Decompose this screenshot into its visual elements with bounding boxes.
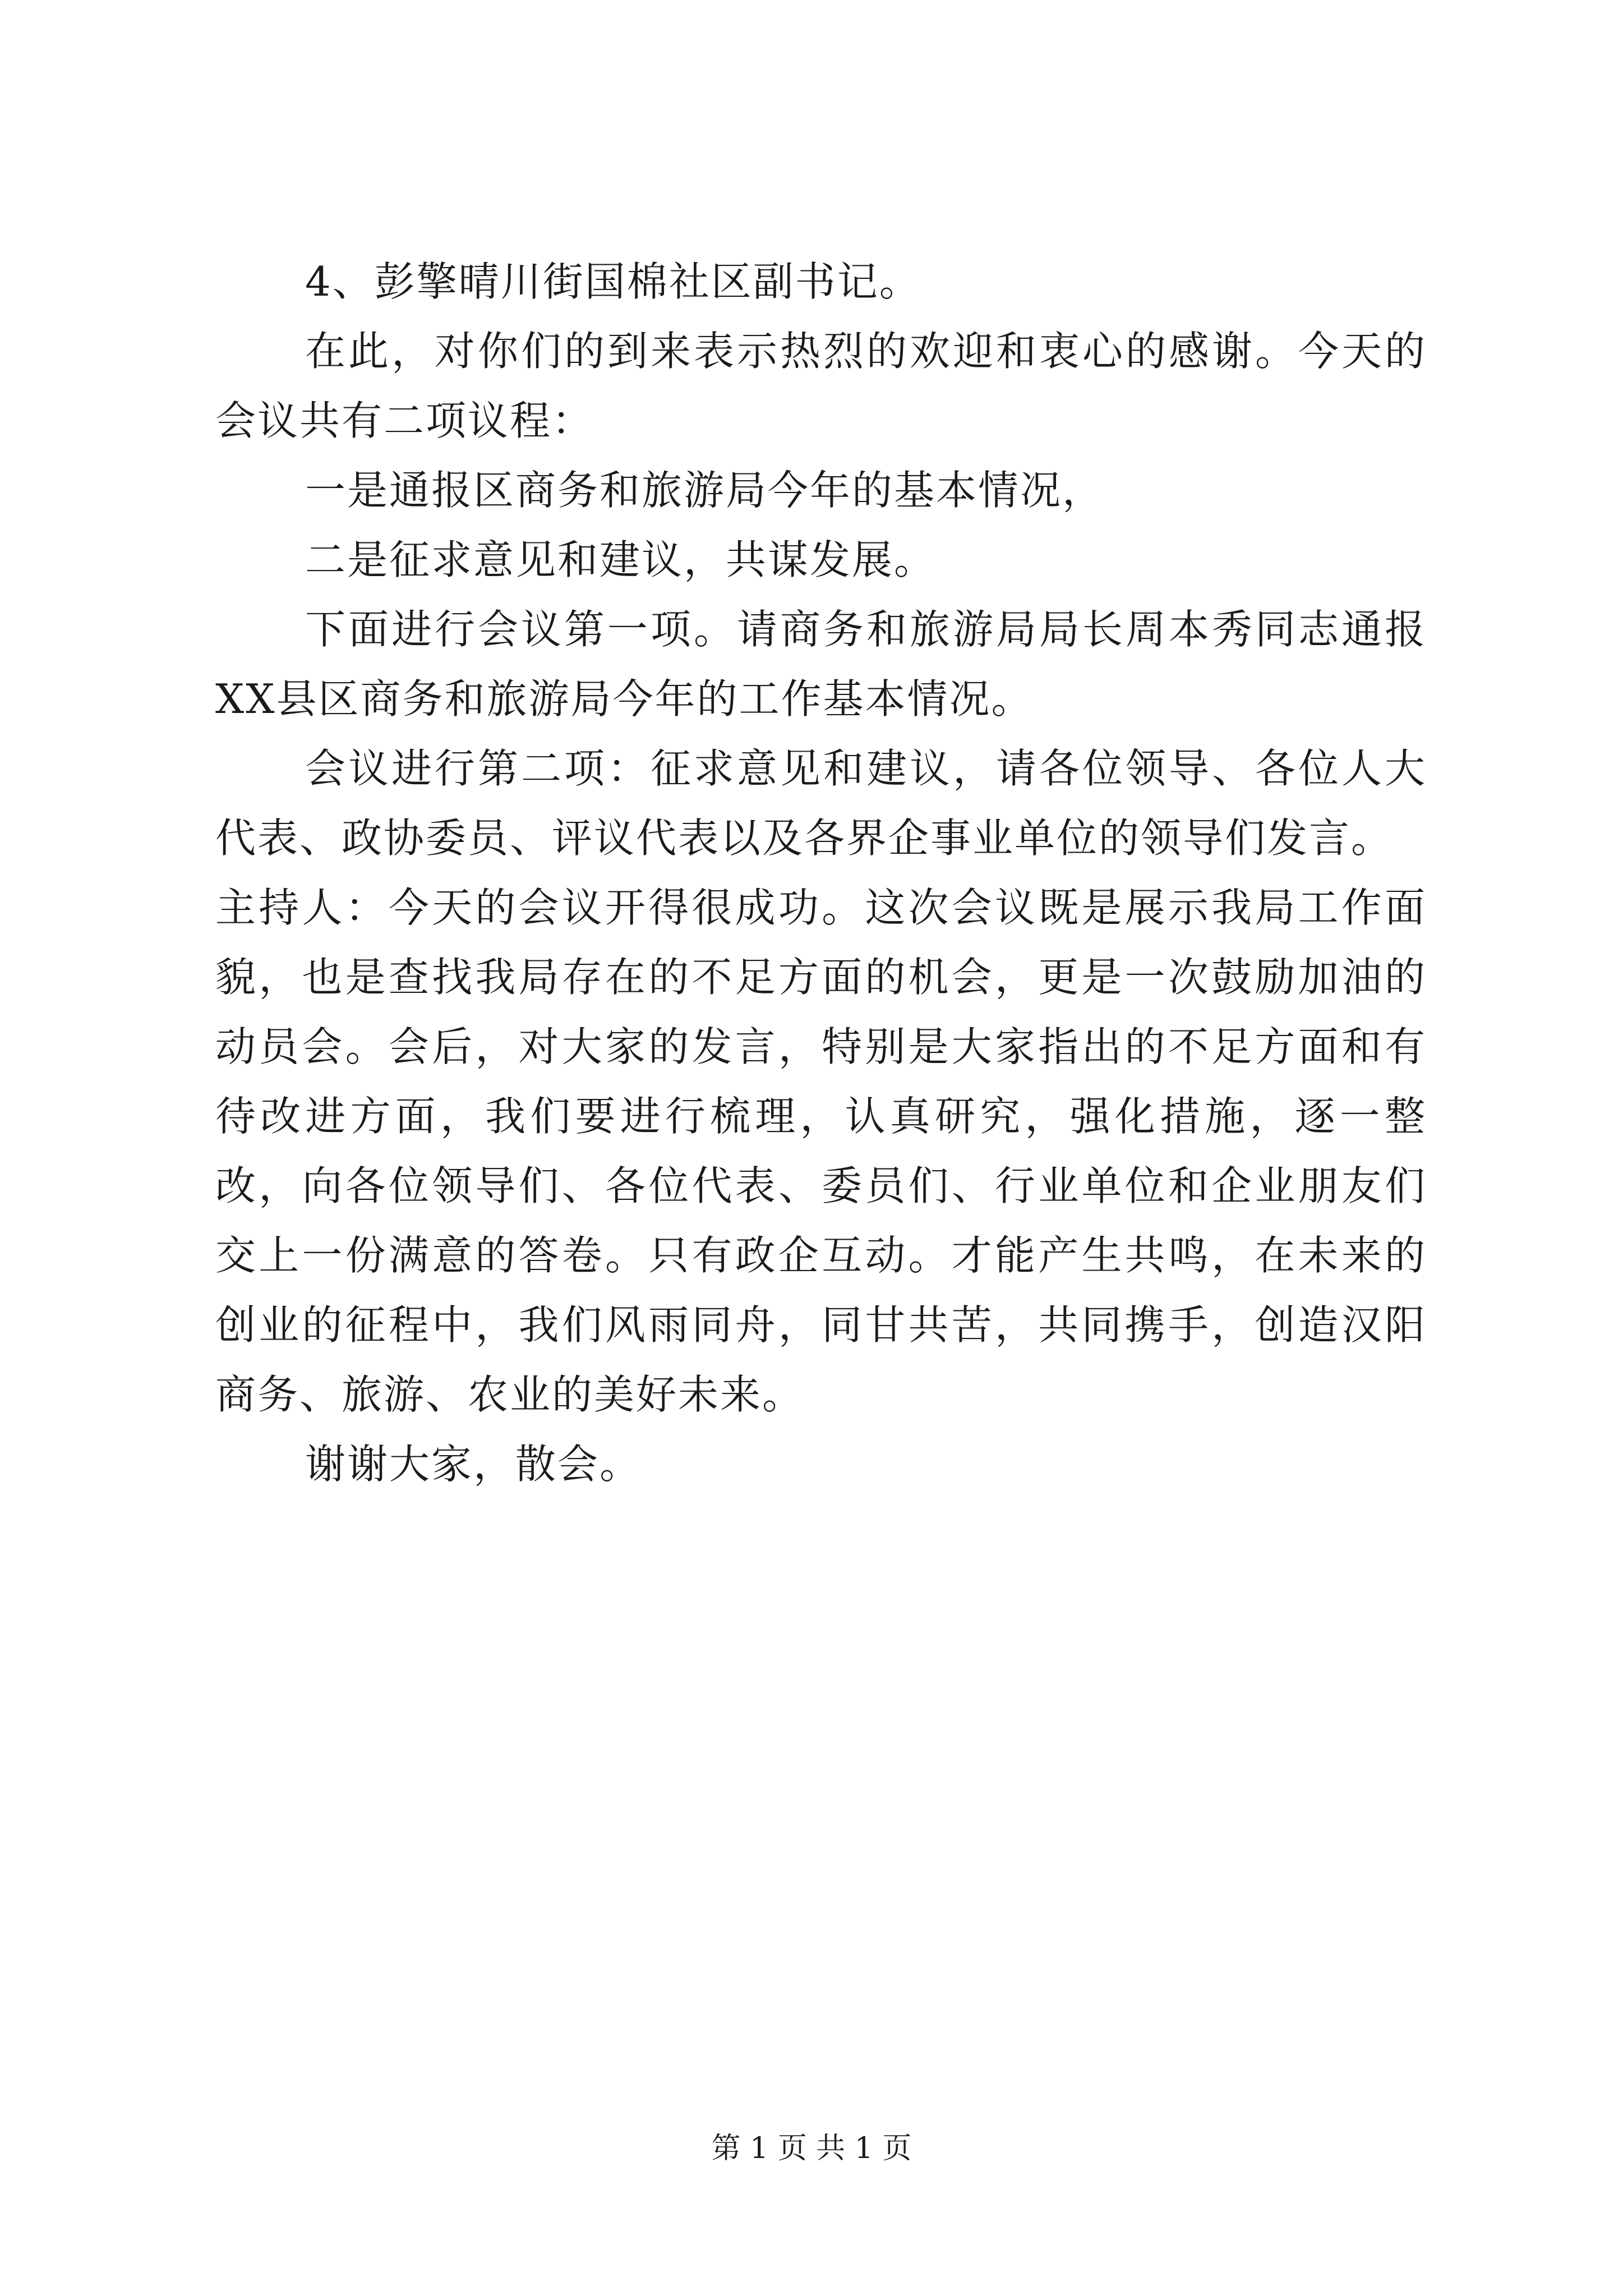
paragraph-agenda-1: 一是通报区商务和旅游局今年的基本情况，	[305, 467, 1105, 514]
page-number-footer: 第 1 页 共 1 页	[711, 2132, 912, 2165]
paragraph-closing: 谢谢大家，散会。	[305, 1441, 642, 1488]
paragraph-host-summary: 主持人：今天的会议开得很成功。这次会议既是展示我局工作面貌，也是查找我局存在的不足方面的机会，更是一次鼓励加油的动员会。会后，对大家的发言，特别是大家指出的不足方面和有待改进方面，我们要进行梳理，认真研究，强化措施，逐一整改，向各位领导们、各位代表、委员们、行业单位和企业朋友们交上一份满意的答卷。只有政企互动。才能产生共鸣，在未来的创业的征程中，我们风雨同舟，同甘共苦，共同携手，创造汉阳商务、旅游、农业的美好未来。	[215, 884, 1427, 1418]
paragraph-item-one: 下面进行会议第一项。请商务和旅游局局长周本秀同志通报XX县区商务和旅游局今年的工作基本情况。	[215, 606, 1427, 723]
paragraph-welcome: 在此，对你们的到来表示热烈的欢迎和衷心的感谢。今天的会议共有二项议程：	[215, 328, 1427, 444]
paragraph-agenda-2: 二是征求意见和建议，共谋发展。	[305, 536, 937, 583]
paragraph-list-item-4: 4、彭擎晴川街国棉社区副书记。	[305, 258, 921, 305]
paragraph-item-two: 会议进行第二项：征求意见和建议，请各位领导、各位人大代表、政协委员、评议代表以及各界企事业单位的领导们发言。	[215, 745, 1427, 862]
document-body	[215, 247, 1427, 1499]
